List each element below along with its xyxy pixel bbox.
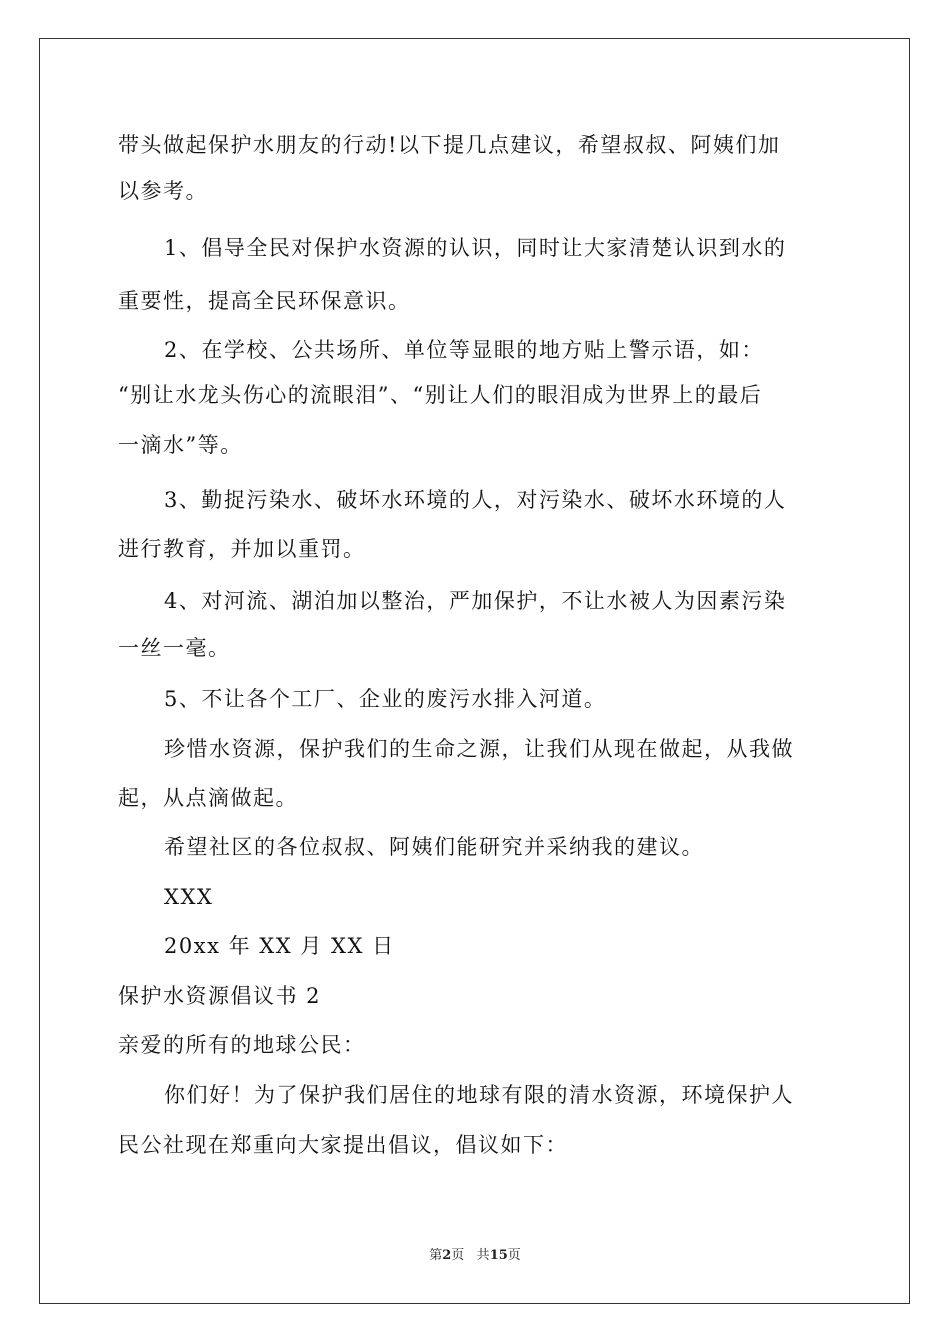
page-border — [39, 38, 910, 1304]
text-line: 重要性，提高全民环保意识。 — [118, 289, 411, 313]
total-pages: 15 — [489, 1248, 508, 1263]
date-line: 20xx 年 XX 月 XX 日 — [164, 934, 395, 958]
total-prefix: 共 — [476, 1248, 490, 1263]
text-line: 进行教育，并加以重罚。 — [118, 537, 366, 561]
text-line: 5、不让各个工厂、企业的废污水排入河道。 — [164, 687, 607, 711]
text-line: 起，从点滴做起。 — [118, 786, 298, 810]
text-line: 希望社区的各位叔叔、阿姨们能研究并采纳我的建议。 — [164, 835, 704, 859]
text-line: 2、在学校、公共场所、单位等显眼的地方贴上警示语，如： — [164, 338, 764, 362]
signature: XXX — [164, 885, 214, 909]
text-line: 带头做起保护水朋友的行动!以下提几点建议，希望叔叔、阿姨们加 — [118, 133, 781, 157]
text-line: 以参考。 — [118, 179, 208, 203]
text-line: 珍惜水资源，保护我们的生命之源，让我们从现在做起，从我做 — [164, 737, 794, 761]
page-footer — [0, 1247, 950, 1265]
page-suffix: 页 — [451, 1248, 465, 1263]
text-line: “别让水龙头伤心的流眼泪”、“别让人们的眼泪成为世界上的最后 — [118, 383, 763, 407]
text-line: 民公社现在郑重向大家提出倡议，倡议如下： — [118, 1133, 568, 1157]
section-title: 保护水资源倡议书 2 — [118, 984, 322, 1008]
page-number: 2 — [442, 1248, 452, 1263]
text-line: 4、对河流、湖泊加以整治，严加保护，不让水被人为因素污染 — [164, 589, 787, 613]
text-line: 一丝一毫。 — [118, 636, 231, 660]
text-line: 3、勤捉污染水、破坏水环境的人，对污染水、破坏水环境的人 — [164, 488, 787, 512]
text-line: 1、倡导全民对保护水资源的认识，同时让大家清楚认识到水的 — [164, 236, 787, 260]
page-prefix: 第 — [429, 1248, 443, 1263]
salutation: 亲爱的所有的地球公民： — [118, 1033, 366, 1057]
text-line: 你们好！为了保护我们居住的地球有限的清水资源，环境保护人 — [164, 1083, 794, 1107]
total-suffix: 页 — [507, 1248, 521, 1263]
text-line: 一滴水”等。 — [118, 433, 243, 457]
